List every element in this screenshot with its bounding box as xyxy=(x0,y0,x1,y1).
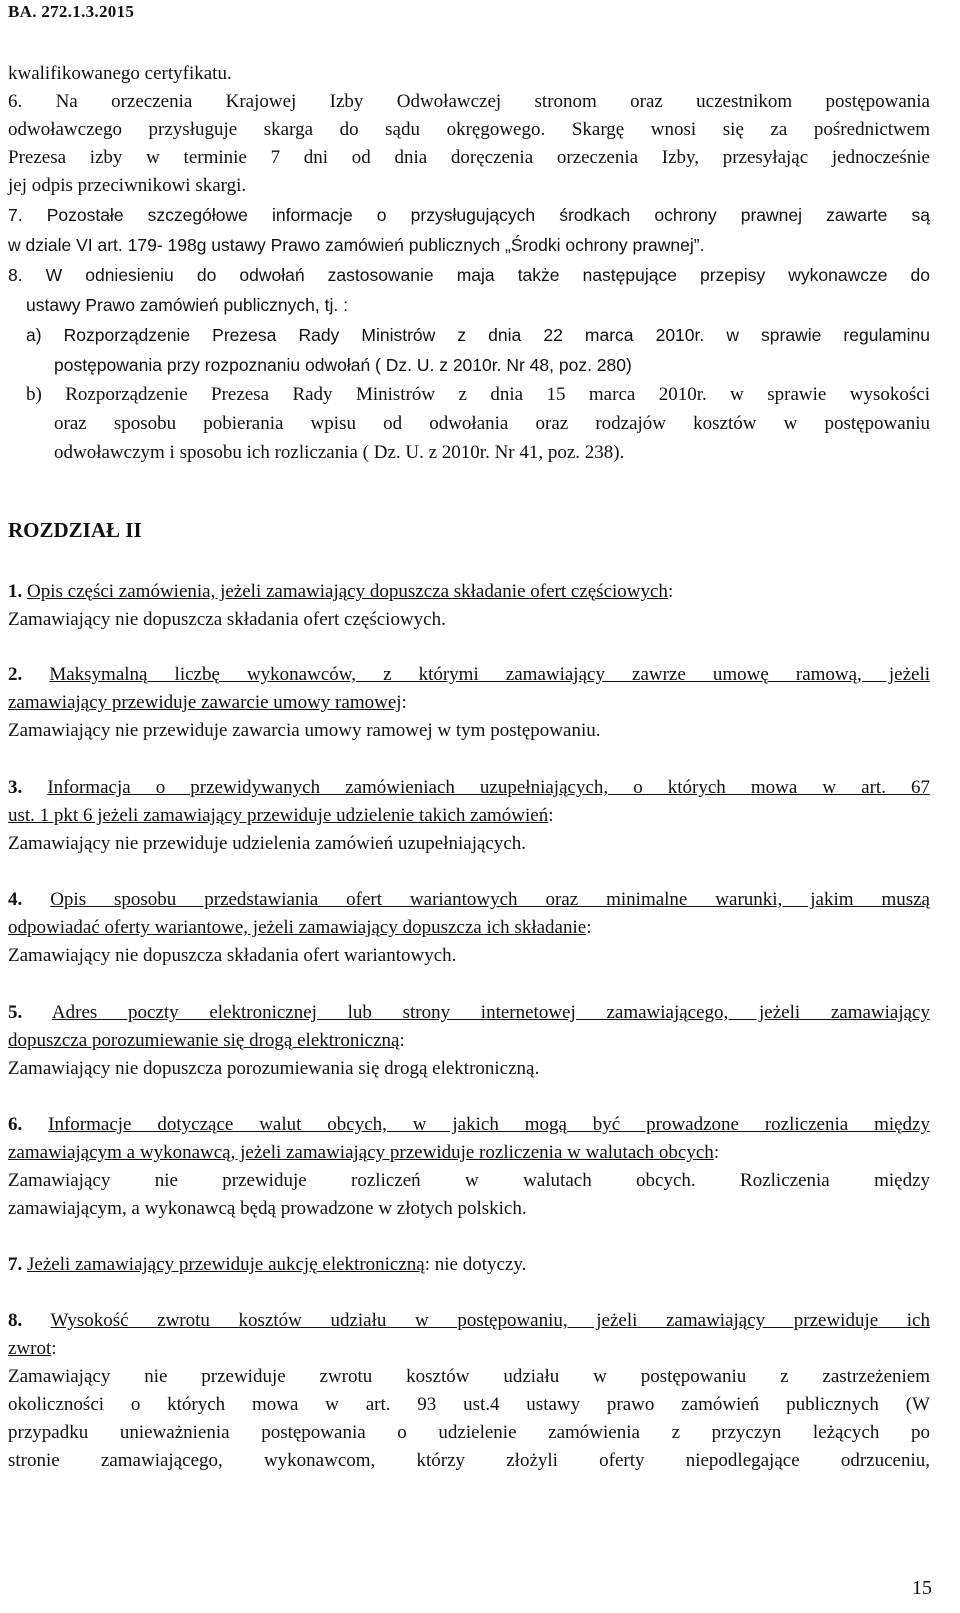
section-question: Jeżeli zamawiający przewiduje aukcję elektroniczną xyxy=(27,1254,425,1275)
section-heading xyxy=(8,999,930,1027)
chapter-title: ROZDZIAŁ II xyxy=(8,518,142,542)
text-line: odwoławczym i sposobu ich rozliczania ( Dz. U. z 2010r. Nr 41, poz. 238). xyxy=(54,442,625,463)
text-line: jej odpis przeciwnikowi skargi. xyxy=(8,175,247,196)
section-answer: Zamawiający nie przewiduje rozliczeń w walutach obcych. Rozliczenia między xyxy=(8,1170,930,1191)
section-question: Informacje dotyczące walut obcych, w jakich mogą być prowadzone rozliczenia między xyxy=(48,1114,930,1135)
section-heading xyxy=(8,886,930,914)
section-answer: Zamawiający nie dopuszcza porozumiewania się drogą elektroniczną. xyxy=(8,1058,540,1079)
section-question: Maksymalną liczbę wykonawców, z którymi zamawiający zawrze umowę ramową, jeżeli xyxy=(49,664,931,685)
section-heading xyxy=(8,1307,930,1335)
section-number: 8. xyxy=(8,1310,23,1331)
section-answer: przypadku unieważnienia postępowania o udzielenie zamówienia z przyczyn leżących po xyxy=(8,1422,930,1443)
section-answer: Zamawiający nie dopuszcza składania ofert częściowych. xyxy=(8,609,446,630)
section-question: dopuszcza porozumiewanie się drogą elektroniczną xyxy=(8,1030,400,1051)
section-6 xyxy=(8,1111,930,1223)
section-answer: Zamawiający nie przewiduje zwrotu kosztów udziału w postępowaniu z zastrzeżeniem xyxy=(8,1366,930,1387)
text-line: Prezesa izby w terminie 7 dni od dnia doręczenia orzeczenia Izby, przesyłając jednocześnie xyxy=(8,147,930,168)
section-heading-cont: ust. 1 pkt 6 jeżeli zamawiający przewiduje udzielenie takich zamówień: xyxy=(8,805,554,826)
section-8 xyxy=(8,1307,930,1475)
text-line: postępowania przy rozpoznaniu odwołań ( Dz. U. z 2010r. Nr 48, poz. 280) xyxy=(54,355,632,375)
page-number: 15 xyxy=(912,1577,932,1599)
text-line: 7. Pozostałe szczegółowe informacje o przysługujących środkach ochrony prawnej zawarte są xyxy=(8,205,930,225)
section-5 xyxy=(8,999,930,1083)
section-number: 2. xyxy=(8,664,23,685)
section-question: Informacja o przewidywanych zamówieniach uzupełniających, o których mowa w art. 67 xyxy=(47,777,931,798)
section-heading xyxy=(8,774,930,802)
section-answer: Zamawiający nie przewiduje udzielenia zamówień uzupełniających. xyxy=(8,833,527,854)
list-item-a: a) Rozporządzenie Prezesa Rady Ministrów z dnia 22 marca 2010r. w sprawie regulaminu xyxy=(26,325,930,345)
text-line: odwoławczego przysługuje skarga do sądu okręgowego. Skargę wnosi się za pośrednictwem xyxy=(8,119,930,140)
section-question: zamawiającym a wykonawcą, jeżeli zamawiający przewiduje rozliczenia w walutach obcych xyxy=(8,1142,714,1163)
intro-section-b xyxy=(8,380,930,467)
section-number: 1. xyxy=(8,581,23,602)
section-4 xyxy=(8,886,930,970)
section-heading-cont: zamawiającym a wykonawcą, jeżeli zamawiający przewiduje rozliczenia w walutach obcych: xyxy=(8,1142,720,1163)
section-3 xyxy=(8,774,930,858)
section-1 xyxy=(8,578,930,634)
section-number: 4. xyxy=(8,889,23,910)
section-number: 5. xyxy=(8,1002,23,1023)
section-2 xyxy=(8,661,930,745)
section-heading-cont: zamawiający przewiduje zawarcie umowy ramowej: xyxy=(8,692,407,713)
section-number: 3. xyxy=(8,777,23,798)
section-answer: Zamawiający nie dopuszcza składania ofert wariantowych. xyxy=(8,945,457,966)
section-7 xyxy=(8,1251,930,1279)
section-number: 7. xyxy=(8,1254,23,1275)
section-heading-cont: odpowiadać oferty wariantowe, jeżeli zamawiający dopuszcza ich składanie: xyxy=(8,917,592,938)
section-question: Opis części zamówienia, jeżeli zamawiający dopuszcza składanie ofert częściowych xyxy=(27,581,668,602)
intro-section-sans xyxy=(8,200,930,380)
text-line: w dziale VI art. 179- 198g ustawy Prawo zamówień publicznych „Środki ochrony prawnej”. xyxy=(8,235,705,255)
text-line: 6. Na orzeczenia Krajowej Izby Odwoławczej stronom oraz uczestnikom postępowania xyxy=(8,91,930,112)
text-line: kwalifikowanego certyfikatu. xyxy=(8,63,232,84)
section-heading xyxy=(8,1251,930,1279)
section-number: 6. xyxy=(8,1114,23,1135)
section-heading xyxy=(8,661,930,689)
text-line: oraz sposobu pobierania wpisu od odwołania oraz rodzajów kosztów w postępowaniu xyxy=(54,413,930,434)
section-answer: stronie zamawiającego, wykonawcom, którzy złożyli oferty niepodlegające odrzuceniu, xyxy=(8,1450,930,1471)
text-line: ustawy Prawo zamówień publicznych, tj. : xyxy=(26,295,348,315)
document-code-header: BA. 272.1.3.2015 xyxy=(8,2,135,21)
section-question: zwrot xyxy=(8,1338,52,1359)
section-heading xyxy=(8,1111,930,1139)
section-answer: : nie dotyczy. xyxy=(424,1254,527,1275)
section-question: zamawiający przewiduje zawarcie umowy ramowej xyxy=(8,692,402,713)
section-answer: okoliczności o których mowa w art. 93 ust.4 ustawy prawo zamówień publicznych (W xyxy=(8,1394,930,1415)
section-question: ust. 1 pkt 6 jeżeli zamawiający przewiduje udzielenie takich zamówień xyxy=(8,805,549,826)
text-line: 8. W odniesieniu do odwołań zastosowanie maja także następujące przepisy wykonawcze do xyxy=(8,265,930,285)
intro-section xyxy=(8,60,930,200)
section-answer: zamawiającym, a wykonawcą będą prowadzone w złotych polskich. xyxy=(8,1198,527,1219)
section-question: Wysokość zwrotu kosztów udziału w postępowaniu, jeżeli zamawiający przewiduje ich xyxy=(50,1310,930,1331)
section-heading-cont: dopuszcza porozumiewanie się drogą elektroniczną: xyxy=(8,1030,405,1051)
section-answer: Zamawiający nie przewiduje zawarcia umowy ramowej w tym postępowaniu. xyxy=(8,720,601,741)
section-question: Opis sposobu przedstawiania ofert wariantowych oraz minimalne warunki, jakim muszą xyxy=(50,889,930,910)
section-question: odpowiadać oferty wariantowe, jeżeli zamawiający dopuszcza ich składanie xyxy=(8,917,587,938)
section-heading-cont: zwrot: xyxy=(8,1338,57,1359)
list-item-b: b) Rozporządzenie Prezesa Rady Ministrów z dnia 15 marca 2010r. w sprawie wysokości xyxy=(26,384,930,405)
section-question: Adres poczty elektronicznej lub strony internetowej zamawiającego, jeżeli zamawiający xyxy=(51,1002,930,1023)
section-heading: 1. Opis części zamówienia, jeżeli zamawiający dopuszcza składanie ofert częściowych: xyxy=(8,581,674,602)
